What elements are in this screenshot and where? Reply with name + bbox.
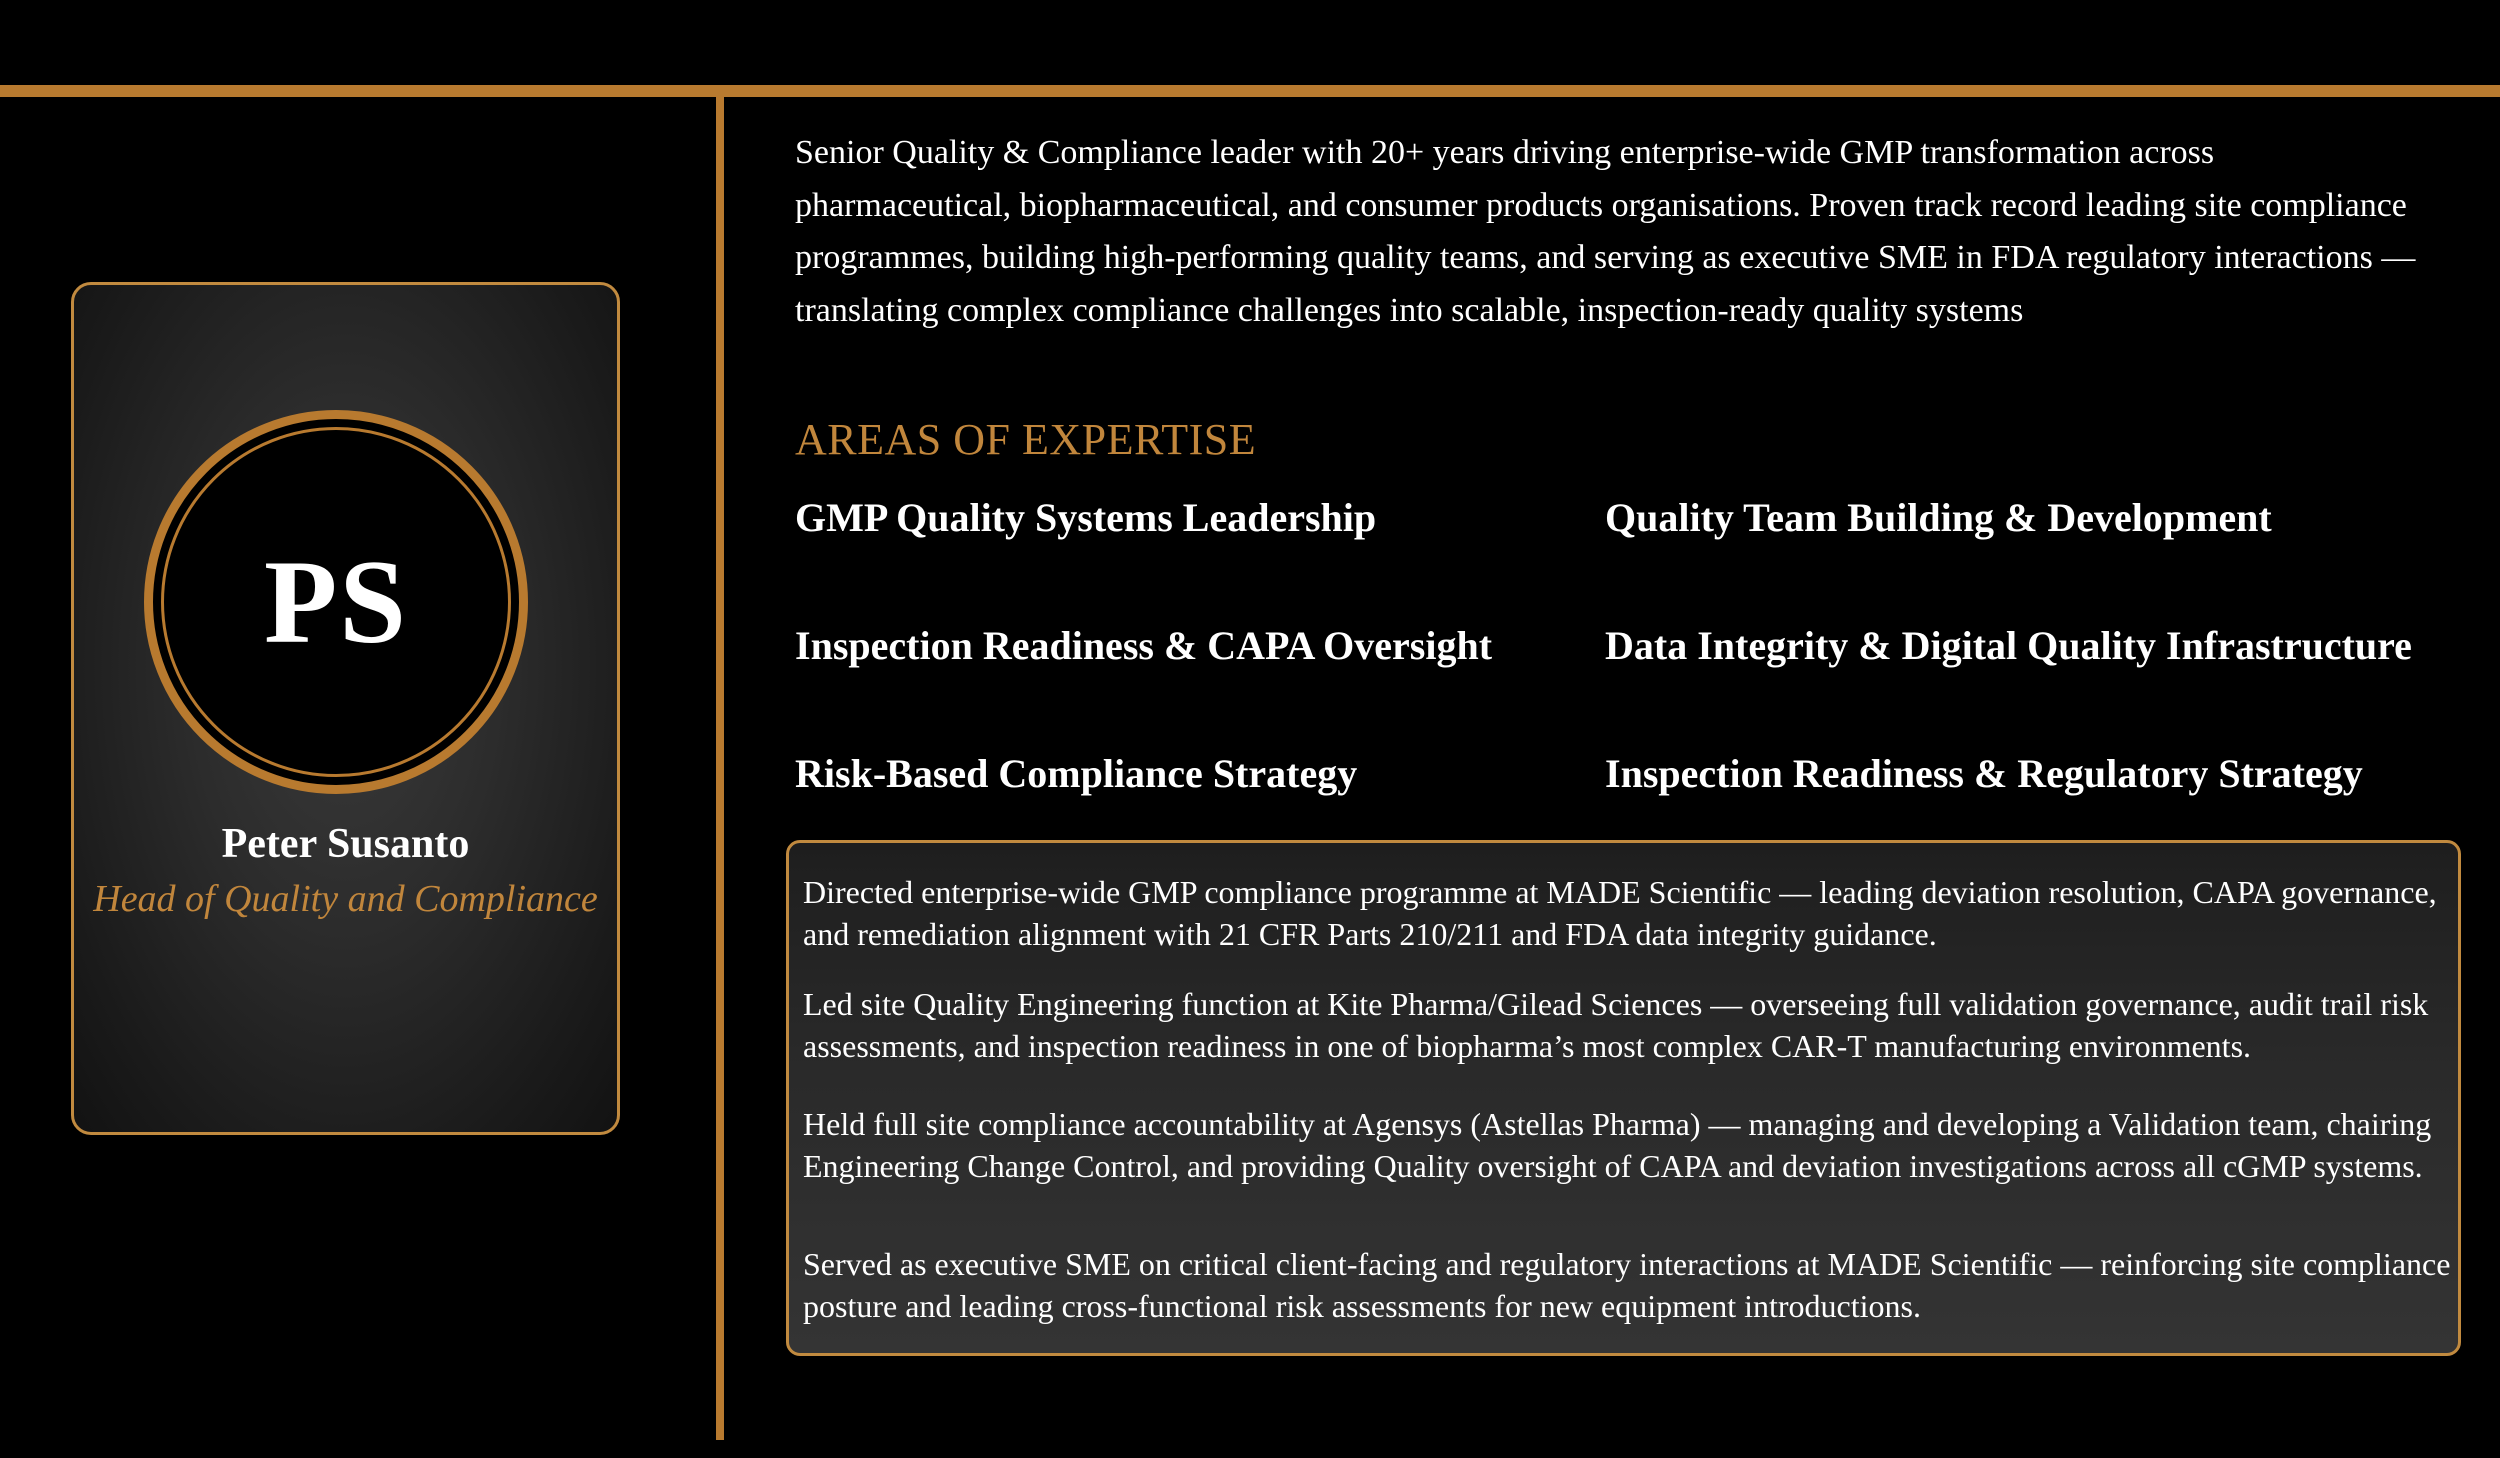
expertise-item: Inspection Readiness & CAPA Oversight: [795, 623, 1493, 668]
expertise-item: Quality Team Building & Development: [1605, 495, 2272, 540]
avatar-inner-ring: [161, 427, 511, 777]
avatar-initials: PS: [263, 535, 409, 668]
profile-job-title: Head of Quality and Compliance: [93, 878, 598, 920]
achievement-item: Served as executive SME on critical client-facing and regulatory interactions at MADE Scientific — reinforcing site compliance posture and leading cross-functional risk assessments for new equipment introductions.: [803, 1246, 2451, 1324]
top-divider: [0, 85, 2500, 97]
vertical-divider: [716, 97, 724, 1440]
achievement-item: Led site Quality Engineering function at Kite Pharma/Gilead Sciences — overseeing full validation governance, audit trail risk assessments, and inspection readiness in one of biopharma’s most complex CAR-T manufacturing environments.: [803, 986, 2429, 1064]
professional-summary: Senior Quality & Compliance leader with 20+ years driving enterprise-wide GMP transformation across pharmaceutical, biopharmaceutical, and consumer products organisations. Proven track record leading site compliance programmes, building high-performing quality teams, and serving as executive SME in FDA regulatory interactions — translating complex compliance challenges into scalable, inspection-ready quality systems: [795, 134, 2416, 329]
achievements-panel: [786, 840, 2461, 1356]
profile-card: [71, 282, 620, 1135]
avatar: [144, 410, 528, 794]
expertise-item: Data Integrity & Digital Quality Infrastructure: [1605, 623, 2412, 668]
expertise-item: Risk-Based Compliance Strategy: [795, 751, 1358, 796]
expertise-heading: AREAS OF EXPERTISE: [795, 415, 1257, 464]
expertise-item: GMP Quality Systems Leadership: [795, 495, 1377, 540]
profile-name: Peter Susanto: [221, 821, 470, 867]
achievement-item: Held full site compliance accountability at Agensys (Astellas Pharma) — managing and developing a Validation team, chairing Engineering Change Control, and providing Quality oversight of CAPA and deviation investigations across all cGMP systems.: [803, 1106, 2432, 1184]
expertise-item: Inspection Readiness & Regulatory Strategy: [1605, 751, 2363, 796]
achievement-item: Directed enterprise-wide GMP compliance programme at MADE Scientific — leading deviation resolution, CAPA governance, and remediation alignment with 21 CFR Parts 210/211 and FDA data integrity guidance.: [803, 874, 2437, 952]
